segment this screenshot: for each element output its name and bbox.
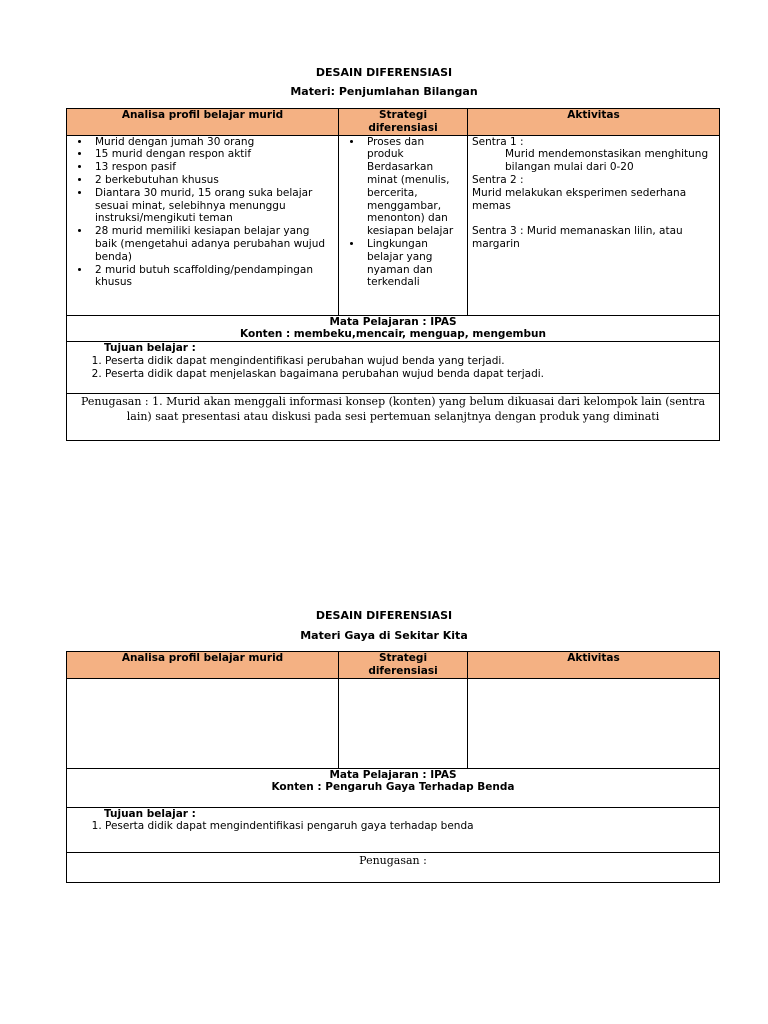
goals-list bbox=[71, 820, 715, 833]
list-item: • 28 murid memiliki kesiapan belajar yang baik (mengetahui adanya perubahan wujud benda) bbox=[91, 225, 334, 263]
header-strategy: Strategi diferensiasi bbox=[339, 652, 468, 679]
list-item: 1. Peserta didik dapat mengindentifikasi perubahan wujud benda yang terjadi. bbox=[105, 355, 715, 368]
header-activities: Aktivitas bbox=[468, 652, 720, 679]
assignment-cell bbox=[67, 852, 720, 882]
sentra3-text: Sentra 3 : Murid memanaskan lilin, atau margarin bbox=[472, 225, 683, 251]
list-item: • 15 murid dengan respon aktif bbox=[91, 148, 334, 161]
list-item: • 13 respon pasif bbox=[91, 161, 334, 174]
list-item: • Lingkungan belajar yang nyaman dan terkendali bbox=[363, 238, 463, 289]
strategy-list bbox=[343, 136, 463, 290]
sentra1-text: Murid mendemonstasikan menghitung bilangan mulai dari 0-20 bbox=[505, 148, 709, 174]
sentra2-label: Sentra 2 : bbox=[472, 173, 524, 186]
profile-cell bbox=[67, 678, 339, 768]
goals-cell bbox=[67, 807, 720, 852]
list-item: • Proses dan produk Berdasarkan minat (menulis, bercerita, menggambar, menonton) dan kesiapan belajar bbox=[363, 136, 463, 238]
doc1-title: DESAIN DIFERENSIASI bbox=[315, 66, 453, 79]
header-profile: Analisa profil belajar murid bbox=[67, 652, 339, 679]
assignment-text: Penugasan : 1. Murid akan menggali informasi konsep (konten) yang belum dikuasai dari kelompok lain (sentra lain) saat presentasi atau diskusi pada sesi pertemuan selanjtnya dengan produk yang diminati bbox=[80, 395, 706, 424]
sentra1-label: Sentra 1 : bbox=[472, 135, 524, 148]
assignment-text: Penugasan : bbox=[359, 853, 427, 867]
activities-cell bbox=[468, 678, 720, 768]
list-item: • Diantara 30 murid, 15 orang suka belajar sesuai minat, selebihnya menunggu instruksi/mengikuti teman bbox=[91, 187, 334, 225]
list-item: • Murid dengan jumah 30 orang bbox=[91, 136, 334, 149]
activities-cell bbox=[468, 135, 720, 315]
goals-cell bbox=[67, 342, 720, 394]
sentra2-text: Murid melakukan eksperimen sederhana memas bbox=[472, 186, 687, 212]
goals-title: Tujuan belajar : bbox=[104, 342, 196, 355]
header-activities: Aktivitas bbox=[468, 109, 720, 136]
list-item: 1. Peserta didik dapat mengindentifikasi pengaruh gaya terhadap benda bbox=[105, 820, 715, 833]
content-label: Konten : Pengaruh Gaya Terhadap Benda bbox=[271, 781, 515, 794]
profile-cell bbox=[67, 135, 339, 315]
header-strategy: Strategi diferensiasi bbox=[339, 109, 468, 136]
list-item: • 2 berkebutuhan khusus bbox=[91, 174, 334, 187]
list-item: • 2 murid butuh scaffolding/pendampingan khusus bbox=[91, 264, 334, 290]
list-item: 2. Peserta didik dapat menjelaskan bagaimana perubahan wujud benda dapat terjadi. bbox=[105, 368, 715, 381]
doc2-table bbox=[66, 651, 720, 883]
doc2-subtitle: Materi Gaya di Sekitar Kita bbox=[300, 629, 468, 642]
doc1-table bbox=[66, 108, 720, 441]
doc1-subtitle: Materi: Penjumlahan Bilangan bbox=[290, 85, 478, 98]
goals-title: Tujuan belajar : bbox=[104, 807, 196, 820]
doc2-title: DESAIN DIFERENSIASI bbox=[315, 609, 453, 622]
content-label: Konten : membeku,mencair, menguap, mengembun bbox=[240, 328, 546, 341]
subject-cell bbox=[67, 315, 720, 342]
assignment-cell bbox=[67, 394, 720, 441]
strategy-cell bbox=[339, 678, 468, 768]
subject-label: Mata Pelajaran : IPAS bbox=[329, 315, 457, 328]
header-profile: Analisa profil belajar murid bbox=[67, 109, 339, 136]
profile-list bbox=[71, 136, 334, 290]
goals-list bbox=[71, 355, 715, 381]
subject-cell bbox=[67, 768, 720, 807]
subject-label: Mata Pelajaran : IPAS bbox=[329, 768, 457, 781]
strategy-cell bbox=[339, 135, 468, 315]
